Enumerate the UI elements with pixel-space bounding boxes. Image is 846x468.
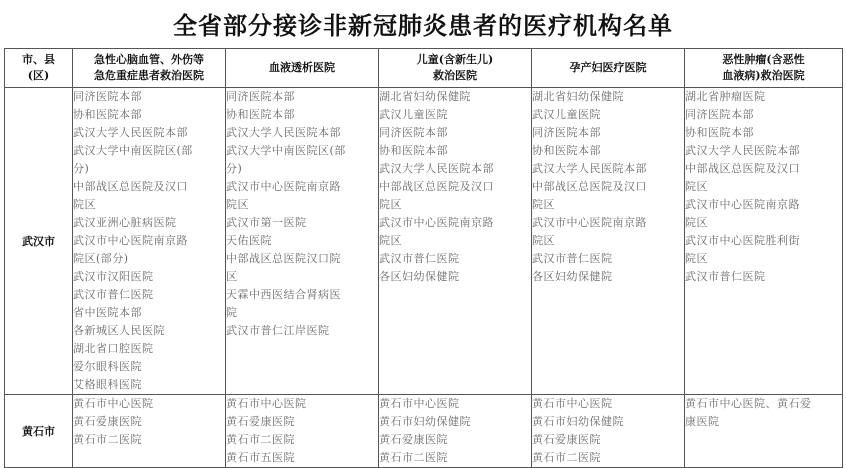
hospital-entry: 协和医院本部	[532, 144, 601, 157]
hospital-entry: 武汉儿童医院	[379, 108, 448, 121]
hospital-entry: 武汉市普仁医院	[73, 288, 154, 301]
hospital-entry: 院区	[379, 234, 402, 247]
hospital-list-cell	[73, 88, 226, 395]
hospital-entry: 黄石爱康医院	[226, 415, 295, 428]
hospital-entry: 中部战区总医院及汉口	[685, 162, 800, 175]
row-huangshi	[5, 395, 843, 468]
hospital-entry: 艾格眼科医院	[73, 378, 142, 391]
hospital-entry: 分)	[73, 162, 90, 175]
header-line: 急性心脑血管、外伤等	[94, 53, 204, 66]
hospital-entry: 湖北省妇幼保健院	[379, 90, 471, 103]
hospital-entry: 协和医院本部	[379, 144, 448, 157]
hospital-entry: 武汉亚洲心脏病医院	[73, 216, 177, 229]
header-line: 恶性肿瘤(含恶性	[722, 53, 805, 66]
row-wuhan	[5, 88, 843, 395]
hospital-entry: 天霖中西医结合肾病医	[226, 288, 341, 301]
hospital-entry: 省中医院本部	[73, 306, 142, 319]
page-title: 全省部分接诊非新冠肺炎患者的医疗机构名单	[173, 12, 673, 40]
hospital-entry: 黄石市妇幼保健院	[532, 415, 624, 428]
header-line: 救治医院	[433, 69, 477, 82]
hospital-entry: 武汉大学人民医院本部	[226, 126, 341, 139]
hospital-entry: 武汉市普仁江岸医院	[226, 324, 330, 337]
hospital-entry: 院区	[532, 198, 555, 211]
hospital-entry: 同济医院本部	[685, 108, 754, 121]
hospital-list-cell	[73, 395, 226, 468]
hospital-entry: 中部战区总医院汉口院	[226, 252, 341, 265]
hospital-entry: 各区妇幼保健院	[532, 270, 613, 283]
hospital-entry: 同济医院本部	[226, 90, 295, 103]
hospital-entry: 黄石市中心医院、黄石爱	[685, 397, 812, 410]
header-line: 血液透析医院	[269, 61, 335, 74]
hospital-entry: 武汉市中心医院南京路	[73, 234, 188, 247]
header-line: 血液病)救治医院	[722, 69, 805, 82]
header-region	[5, 49, 73, 88]
hospital-entry: 天佑医院	[226, 234, 272, 247]
hospital-entry: 同济医院本部	[73, 90, 142, 103]
hospital-entry: 武汉市中心医院南京路	[226, 180, 341, 193]
hospital-entry: 中部战区总医院及汉口	[73, 180, 188, 193]
header-line: 儿童(含新生儿)	[416, 53, 494, 66]
header-children	[379, 49, 532, 88]
hospital-entry: 武汉大学人民医院本部	[532, 162, 647, 175]
hospital-entry: 黄石市妇幼保健院	[379, 415, 471, 428]
hospital-entry: 黄石市五医院	[226, 451, 295, 464]
hospital-entry: 院区	[685, 252, 708, 265]
hospital-entry: 黄石市二医院	[226, 433, 295, 446]
hospital-entry: 分)	[226, 162, 243, 175]
hospital-entry: 院区	[379, 198, 402, 211]
header-line: (区)	[27, 69, 50, 82]
hospital-entry: 武汉大学人民医院本部	[685, 144, 800, 157]
hospital-entry: 武汉市第一医院	[226, 216, 307, 229]
hospital-entry: 爱尔眼科医院	[73, 360, 142, 373]
hospital-list-cell	[532, 88, 685, 395]
hospital-entry: 武汉市普仁医院	[685, 270, 766, 283]
hospital-entry: 武汉大学中南医院区(部	[226, 144, 346, 157]
hospital-entry: 黄石爱康医院	[532, 433, 601, 446]
hospital-entry: 院区	[532, 234, 555, 247]
hospital-list-cell	[685, 395, 843, 468]
hospital-list-cell	[226, 395, 379, 468]
hospital-entry: 各新城区人民医院	[73, 324, 165, 337]
hospital-entry: 黄石市二医院	[379, 451, 448, 464]
hospital-entry: 武汉市汉阳医院	[73, 270, 154, 283]
hospital-entry: 院区	[73, 198, 96, 211]
header-emergency	[73, 49, 226, 88]
hospital-entry: 中部战区总医院及汉口	[532, 180, 647, 193]
hospital-entry: 康医院	[685, 415, 720, 428]
header-dialysis	[226, 49, 379, 88]
hospital-entry: 武汉市普仁医院	[532, 252, 613, 265]
hospital-entry: 院区(部分)	[73, 252, 129, 265]
hospital-entry: 院区	[685, 180, 708, 193]
table-header-row	[5, 49, 843, 88]
hospital-entry: 同济医院本部	[379, 126, 448, 139]
hospital-list-cell	[532, 395, 685, 468]
hospital-entry: 黄石市中心医院	[226, 397, 307, 410]
hospital-entry: 黄石市中心医院	[379, 397, 460, 410]
hospital-entry: 武汉市中心医院胜利街	[685, 234, 800, 247]
header-line: 孕产妇医疗医院	[569, 61, 647, 74]
hospital-list-cell	[685, 88, 843, 395]
hospital-entry: 黄石市中心医院	[73, 397, 154, 410]
hospital-entry: 黄石爱康医院	[379, 433, 448, 446]
hospital-entry: 黄石市二医院	[73, 433, 142, 446]
header-line: 市、县	[22, 53, 55, 66]
hospital-entry: 武汉大学人民医院本部	[73, 126, 188, 139]
hospital-entry: 院区	[685, 216, 708, 229]
hospital-entry: 湖北省妇幼保健院	[532, 90, 624, 103]
hospital-entry: 武汉市中心医院南京路	[532, 216, 647, 229]
hospital-table	[4, 48, 843, 468]
hospital-entry: 湖北省肿瘤医院	[685, 90, 766, 103]
hospital-entry: 中部战区总医院及汉口	[379, 180, 494, 193]
hospital-entry: 武汉大学人民医院本部	[379, 162, 494, 175]
hospital-entry: 院	[226, 306, 238, 319]
hospital-entry: 武汉市中心医院南京路	[685, 198, 800, 211]
table-body	[5, 88, 843, 468]
hospital-entry: 各区妇幼保健院	[379, 270, 460, 283]
hospital-entry: 武汉大学中南医院区(部	[73, 144, 193, 157]
hospital-entry: 武汉儿童医院	[532, 108, 601, 121]
hospital-entry: 院区	[226, 198, 249, 211]
hospital-entry: 协和医院本部	[685, 126, 754, 139]
hospital-list-cell	[379, 395, 532, 468]
hospital-entry: 同济医院本部	[532, 126, 601, 139]
hospital-entry: 黄石市中心医院	[532, 397, 613, 410]
hospital-entry: 湖北省口腔医院	[73, 342, 154, 355]
hospital-entry: 黄石爱康医院	[73, 415, 142, 428]
hospital-list-cell	[379, 88, 532, 395]
region-cell: 黄石市	[5, 395, 73, 468]
region-cell: 武汉市	[5, 88, 73, 395]
hospital-entry: 武汉市普仁医院	[379, 252, 460, 265]
header-oncology	[685, 49, 843, 88]
header-line: 急危重症患者救治医院	[94, 69, 204, 82]
hospital-list-cell	[226, 88, 379, 395]
hospital-entry: 区	[226, 270, 238, 283]
header-maternal	[532, 49, 685, 88]
hospital-entry: 黄石市二医院	[532, 451, 601, 464]
hospital-entry: 武汉市中心医院南京路	[379, 216, 494, 229]
hospital-entry: 协和医院本部	[226, 108, 295, 121]
hospital-entry: 协和医院本部	[73, 108, 142, 121]
